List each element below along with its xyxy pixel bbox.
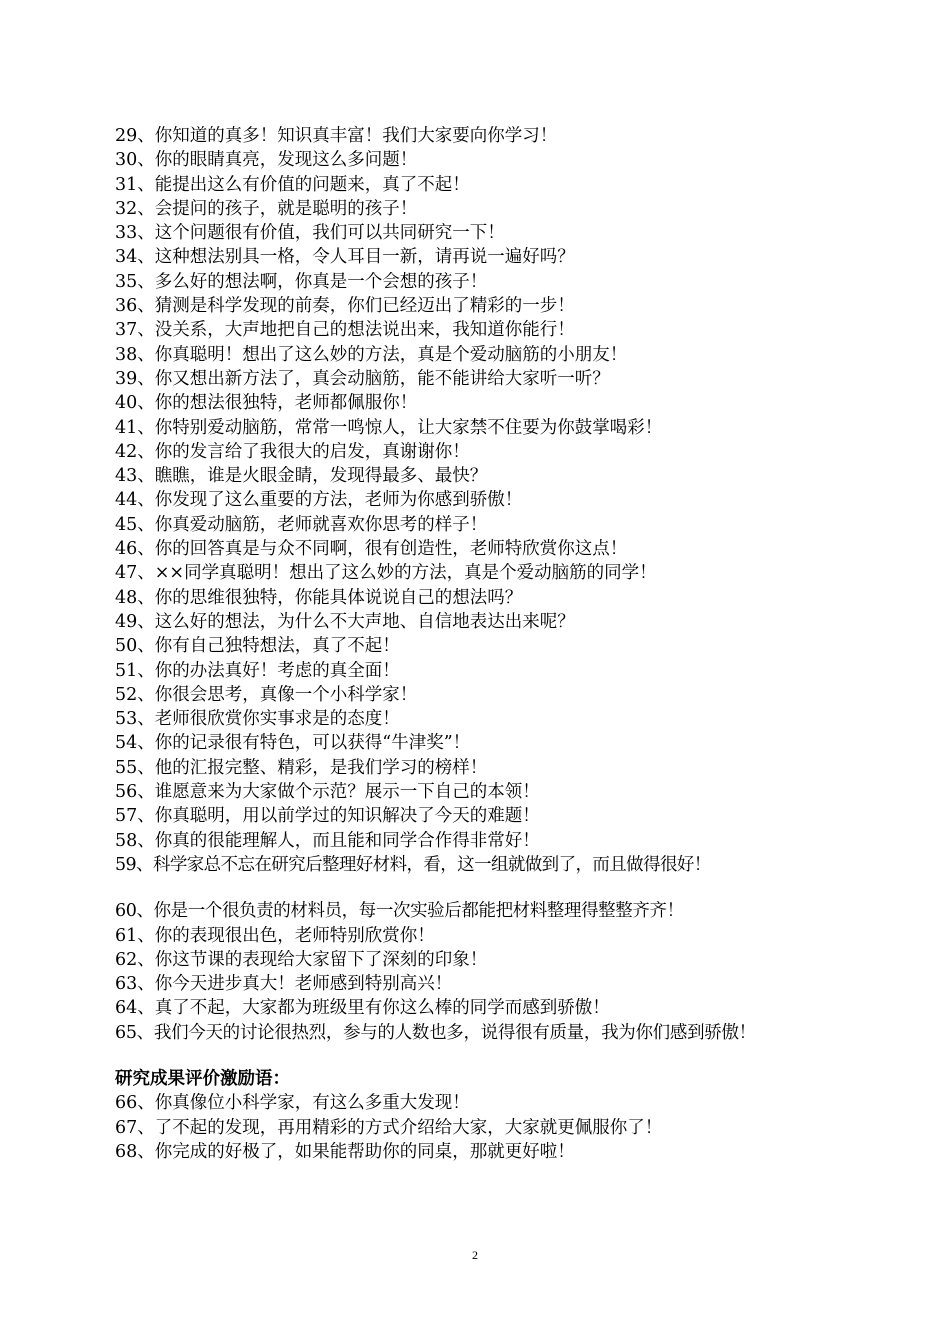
paragraph-gap — [115, 877, 850, 899]
list-item: 52、你很会思考，真像一个小科学家！ — [115, 684, 418, 705]
list-item: 65、我们今天的讨论很热烈，参与的人数也多，说得很有质量，我为你们感到骄傲！ — [115, 1022, 756, 1043]
list-item: 54、你的记录很有特色，可以获得“牛津奖”！ — [115, 733, 471, 754]
list-item: 45、你真爱动脑筋，老师就喜欢你思考的样子！ — [115, 514, 488, 535]
list-item: 29、你知道的真多！知识真丰富！我们大家要向你学习！ — [115, 126, 558, 146]
list-item: 55、他的汇报完整、精彩，是我们学习的榜样！ — [115, 757, 488, 778]
list-item: 64、真了不起，大家都为班级里有你这么棒的同学而感到骄傲！ — [115, 998, 610, 1019]
encouragement-list-part-3 — [115, 1091, 850, 1164]
list-item: 30、你的眼睛真亮，发现这么多问题！ — [115, 150, 418, 171]
paragraph-gap — [115, 1045, 850, 1067]
list-item: 43、瞧瞧，谁是火眼金睛，发现得最多、最快？ — [115, 466, 488, 487]
list-item: 41、你特别爱动脑筋，常常一鸣惊人，让大家禁不住要为你鼓掌喝彩！ — [115, 417, 663, 438]
list-item: 50、你有自己独特想法，真了不起！ — [115, 636, 400, 657]
list-item: 67、了不起的发现，再用精彩的方式介绍给大家，大家就更佩服你了！ — [115, 1117, 663, 1138]
list-item: 40、你的想法很独特，老师都佩服你！ — [115, 393, 418, 414]
list-item: 42、你的发言给了我很大的启发，真谢谢你！ — [115, 441, 470, 462]
list-item: 38、你真聪明！想出了这么妙的方法，真是个爱动脑筋的小朋友！ — [115, 344, 628, 365]
encouragement-list-part-1 — [115, 124, 850, 877]
list-item: 60、你是一个很负责的材料员，每一次实验后都能把材料整理得整整齐齐！ — [115, 901, 684, 922]
list-item: 56、谁愿意来为大家做个示范？展示一下自己的本领！ — [115, 782, 540, 803]
list-item: 33、这个问题很有价值，我们可以共同研究一下！ — [115, 223, 505, 244]
list-item: 62、你这节课的表现给大家留下了深刻的印象！ — [115, 949, 488, 970]
list-item: 48、你的思维很独特，你能具体说说自己的想法吗？ — [115, 587, 523, 608]
list-item: 61、你的表现很出色，老师特别欣赏你！ — [115, 925, 435, 946]
list-item: 31、能提出这么有价值的问题来，真了不起！ — [115, 174, 470, 195]
list-item: 57、你真聪明，用以前学过的知识解决了今天的难题！ — [115, 806, 540, 827]
page-content — [115, 124, 850, 1164]
list-item: 68、你完成的好极了，如果能帮助你的同桌，那就更好啦！ — [115, 1141, 575, 1162]
list-item: 35、多么好的想法啊，你真是一个会想的孩子！ — [115, 271, 488, 292]
list-item: 46、你的回答真是与众不同啊，很有创造性，老师特欣赏你这点！ — [115, 539, 628, 560]
list-item: 47、××同学真聪明！想出了这么妙的方法，真是个爱动脑筋的同学！ — [115, 563, 657, 584]
encouragement-list-part-2 — [115, 899, 850, 1045]
list-item: 34、这种想法别具一格，令人耳目一新，请再说一遍好吗？ — [115, 247, 575, 268]
list-item: 59、科学家总不忘在研究后整理好材料，看，这一组就做到了，而且做得很好！ — [115, 854, 711, 875]
list-item: 36、猜测是科学发现的前奏，你们已经迈出了精彩的一步！ — [115, 296, 575, 317]
list-item: 53、老师很欣赏你实事求是的态度！ — [115, 709, 400, 730]
list-item: 49、这么好的想法，为什么不大声地、自信地表达出来呢？ — [115, 611, 575, 632]
list-item: 58、你真的很能理解人，而且能和同学合作得非常好！ — [115, 830, 540, 851]
section-heading: 研究成果评价激励语： — [115, 1068, 290, 1089]
list-item: 37、没关系，大声地把自己的想法说出来，我知道你能行！ — [115, 320, 575, 341]
list-item: 32、会提问的孩子，就是聪明的孩子！ — [115, 198, 418, 219]
list-item: 39、你又想出新方法了，真会动脑筋，能不能讲给大家听一听？ — [115, 368, 610, 389]
list-item: 44、你发现了这么重要的方法，老师为你感到骄傲！ — [115, 490, 523, 511]
list-item: 51、你的办法真好！考虑的真全面！ — [115, 660, 400, 681]
list-item: 66、你真像位小科学家，有这么多重大发现！ — [115, 1093, 470, 1114]
page-number: 2 — [472, 1248, 478, 1262]
list-item: 63、你今天进步真大！老师感到特别高兴！ — [115, 974, 453, 995]
